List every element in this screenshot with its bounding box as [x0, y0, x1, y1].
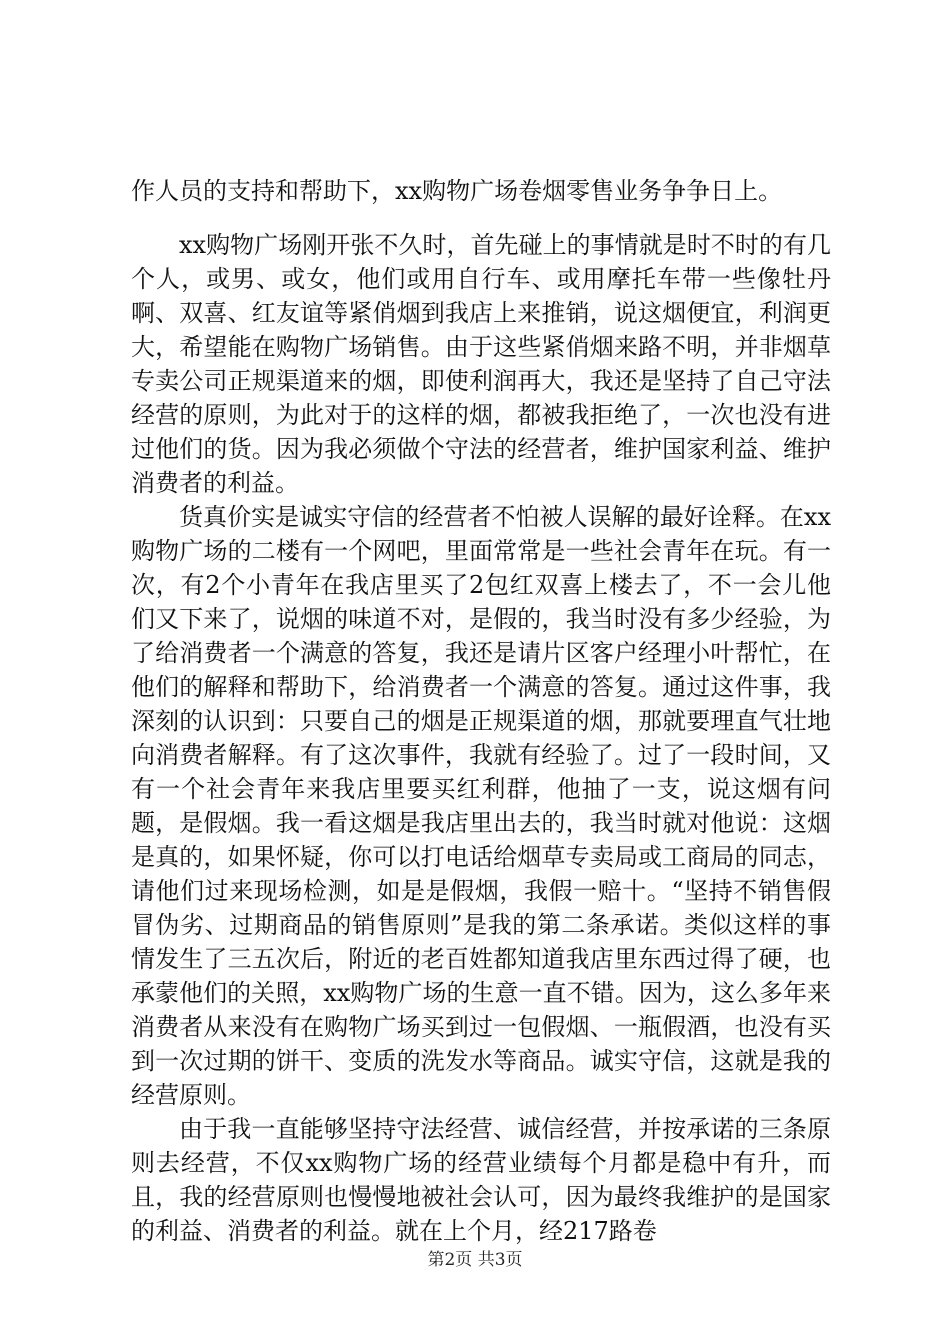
paragraph-lawful-operation: 由于我一直能够坚持守法经营、诚信经营，并按承诺的三条原则去经营，不仅xx购物广场的经营业绩每个月都是稳中有升，而且，我的经营原则也慢慢地被社会认可，因为最终我维护的是国家的利益、消费者的利益。就在上个月，经217路卷 [131, 1115, 831, 1245]
paragraph-counterfeit-cigarettes: xx购物广场刚开张不久时，首先碰上的事情就是时不时的有几个人，或男、或女，他们或用自行车、或用摩托车带一些像牡丹啊、双喜、红友谊等紧俏烟到我店上来推销，说这烟便宜，利润更大，希望能在购物广场销售。由于这些紧俏烟来路不明，并非烟草专卖公司正规渠道来的烟，即使利润再大，我还是坚持了自己守法经营的原则，为此对于的这样的烟，都被我拒绝了，一次也没有进过他们的货。因为我必须做个守法的经营者，维护国家利益、维护消费者的利益。 [131, 231, 831, 497]
paragraph-honest-business: 货真价实是诚实守信的经营者不怕被人误解的最好诠释。在xx购物广场的二楼有一个网吧，里面常常是一些社会青年在玩。有一次，有2个小青年在我店里买了2包红双喜上楼去了，不一会儿他们又下来了，说烟的味道不对，是假的，我当时没有多少经验，为了给消费者一个满意的答复，我还是请片区客户经理小叶帮忙，在他们的解释和帮助下，给消费者一个满意的答复。通过这件事，我深刻的认识到：只要自己的烟是正规渠道的烟，那就要理直气壮地向消费者解释。有了这次事件，我就有经验了。过了一段时间，又有一个社会青年来我店里要买红利群，他抽了一支，说这烟有问题，是假烟。我一看这烟是我店里出去的，我当时就对他说：这烟是真的，如果怀疑，你可以打电话给烟草专卖局或工商局的同志，请他们过来现场检测，如是是假烟，我假一赔十。“坚持不销售假冒伪劣、过期商品的销售原则”是我的第二条承诺。类似这样的事情发生了三五次后，附近的老百姓都知道我店里东西过得了硬，也承蒙他们的关照，xx购物广场的生意一直不错。因为，这么多年来消费者从来没有在购物广场买到过一包假烟、一瓶假酒，也没有买到一次过期的饼干、变质的洗发水等商品。诚实守信，这就是我的经营原则。 [131, 503, 831, 1109]
page-number-footer: 第2页 共3页 [427, 1250, 523, 1270]
paragraph-continuation: 作人员的支持和帮助下，xx购物广场卷烟零售业务争争日上。 [131, 177, 783, 205]
document-body [131, 174, 831, 1248]
